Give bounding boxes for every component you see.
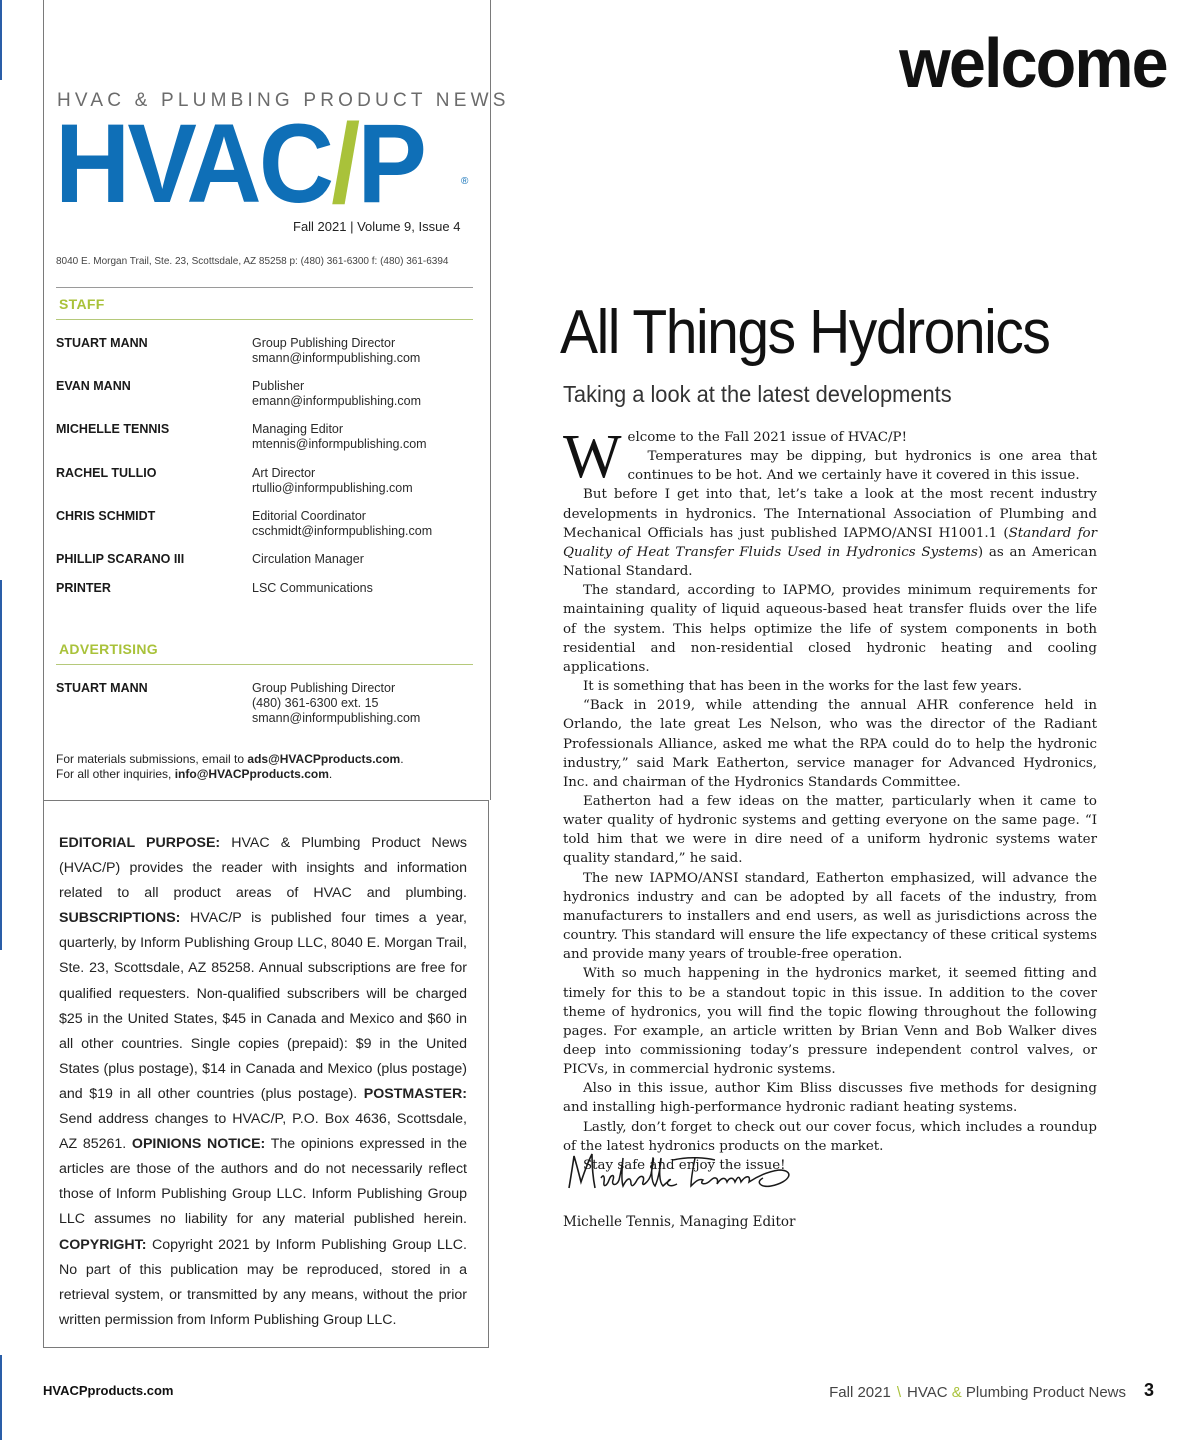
role-email: mtennis@informpublishing.com: [252, 437, 427, 451]
staff-name: MICHELLE TENNIS: [56, 422, 170, 436]
info-email-link[interactable]: info@HVACPproducts.com: [174, 767, 329, 781]
role-email: smann@informpublishing.com: [252, 711, 421, 725]
purpose-body: HVAC & Plumbing Product News (HVAC/P) provides the reader with insights and information related to all product areas of HVAC and plumbing.: [59, 835, 468, 902]
section-title: welcome: [899, 24, 1167, 102]
paragraph: Temperatures may be dipping, but hydronics is one area that continues to be hot. And we certainly have it covered in this issue.: [627, 449, 1097, 484]
paragraph: “Back in 2019, while attending the annual AHR conference held in Orlando, the late great Les Nelson, who was the director of the Radiant Professionals Alliance, asked me what the RPA could do to help the hydronic industry,” said Mark Eatherton, service manager for Advanced Hydronics, Inc. and chairman of the Hydronics Standards Committee.: [563, 698, 1097, 790]
paragraph: Stay safe and enjoy the issue!: [583, 1157, 786, 1173]
role-title: Managing Editor: [252, 422, 344, 436]
advertising-heading: ADVERTISING: [59, 641, 158, 657]
left-edge-mark-top: [0, 0, 2, 80]
subscriptions-label: SUBSCRIPTIONS:: [59, 910, 181, 927]
left-edge-mark-bottom: [0, 1355, 2, 1440]
contact-text: .: [328, 767, 333, 781]
role-title: Editorial Coordinator: [252, 509, 366, 523]
footer-ampersand: &: [951, 1384, 962, 1401]
purpose-label: EDITORIAL PURPOSE:: [59, 835, 221, 851]
left-edge-mark-mid: [0, 580, 2, 950]
logo-left: HVAC: [55, 101, 332, 226]
opinions-label: OPINIONS NOTICE:: [131, 1136, 266, 1153]
paragraph: [563, 485, 1097, 581]
staff-role: [252, 422, 427, 452]
paragraph: Also in this issue, author Kim Bliss discusses five methods for designing and installing high-performance hydronic radiant heating systems.: [563, 1081, 1097, 1116]
role-title: Group Publishing Director: [252, 336, 396, 350]
staff-heading: STAFF: [59, 296, 105, 312]
contact-info: [56, 752, 404, 782]
article-title: All Things Hydronics: [560, 298, 1050, 367]
contact-text: For materials submissions, email to: [56, 752, 248, 766]
staff-name: EVAN MANN: [56, 379, 131, 393]
footer-pub-name: Plumbing Product News: [961, 1384, 1126, 1401]
advertising-name: STUART MANN: [56, 681, 148, 695]
role-email: smann@informpublishing.com: [252, 351, 421, 365]
editorial-purpose-text: [59, 831, 467, 1333]
paragraph: The new IAPMO/ANSI standard, Eatherton emphasized, will advance the hydronics industry and can be adopted by all facets of the industry, from manufacturers to installers and end users, as well as jurisdictions across the country. This standard will ensure the life expectancy of these critical systems and provide many years of trouble-free operation.: [563, 870, 1097, 963]
hvacp-logo: [55, 101, 425, 226]
copyright-body: Copyright 2021 by Inform Publishing Group LLC. No part of this publication may be reproduced, stored in a retrieval system, or transmitted by any means, without the prior written permission from Inform Publishing Group LLC.: [59, 1236, 467, 1328]
handwritten-signature: [565, 1148, 805, 1198]
copyright-label: COPYRIGHT:: [59, 1236, 147, 1253]
address-line: 8040 E. Morgan Trail, Ste. 23, Scottsdale, AZ 85258 p: (480) 361-6300 f: (480) 361-6394: [56, 256, 449, 267]
paragraph: With so much happening in the hydronics market, it seemed fitting and timely for this to be a standout topic in this issue. In addition to the cover theme of hydronics, you will find the topic flowing throughout the following pages. For example, an article written by Brian Venn and Bob Walker dives deep into commissioning today’s pressure independent control valves, or PICVs, in commercial hydronic systems.: [563, 966, 1097, 1078]
article-body: [563, 423, 1098, 1175]
staff-role: [252, 336, 420, 366]
role-title: LSC Communications: [252, 581, 373, 595]
staff-name: PRINTER: [56, 581, 111, 595]
role-title: Group Publishing Director: [252, 681, 396, 695]
paragraph-text: But before I get into that, let’s take a look at the most recent industry developments in hydronics. The International Association of Plumbing and Mechanical Officials has just published IAPMO/ANSI H1001.1 (: [563, 487, 1097, 541]
masthead-column: [43, 0, 510, 800]
staff-name: RACHEL TULLIO: [56, 466, 157, 480]
article-subtitle: Taking a look at the latest developments: [563, 381, 952, 407]
staff-role: [252, 379, 421, 409]
registered-mark: ®: [461, 176, 469, 187]
footer-season: Fall 2021: [829, 1384, 891, 1401]
paragraph: Lastly, don’t forget to check out our cover focus, which includes a roundup of the latest hydronics products on the market.: [563, 1119, 1097, 1154]
staff-role: [252, 581, 373, 596]
paragraph: It is something that has been in the works for the last few years.: [583, 679, 1023, 695]
divider: [56, 664, 473, 665]
logo-slash: /: [331, 101, 358, 226]
subscriptions-body: HVAC/P is published four times a year, quarterly, by Inform Publishing Group LLC, 8040 E. Morgan Trail, Ste. 23, Scottsdale, AZ 85258. Annual subscriptions are free for qualified requesters. Non-qualified subscribers will be charged $25 in the United States, $45 in Canada and Mexico and $60 in all other countries. Single copies (prepaid): $9 in the United States (plus postage), $14 in Canada and Mexico (plus postage) and $19 in all other countries (plus postage).: [59, 910, 467, 1102]
staff-name: PHILLIP SCARANO III: [56, 552, 185, 566]
postmaster-body: Send address changes to HVAC/P, P.O. Box 4636, Scottsdale, AZ 85261.: [59, 1111, 467, 1153]
role-title: Circulation Manager: [252, 552, 364, 566]
contact-text: .: [400, 752, 404, 766]
staff-role: [252, 509, 432, 539]
role-email: cschmidt@informpublishing.com: [252, 524, 433, 538]
issue-line: Fall 2021 | Volume 9, Issue 4: [293, 219, 461, 234]
page-number: 3: [1143, 1380, 1154, 1400]
staff-role: [252, 552, 364, 567]
role-email: emann@informpublishing.com: [252, 394, 422, 408]
paragraph: Eatherton had a few ideas on the matter, particularly when it came to water quality of hydronic systems and getting everyone on the same page. “I told him that we were in dire need of a uniform hydronic systems water quality standard,” he said.: [563, 793, 1097, 867]
role-title: Publisher: [252, 379, 305, 393]
paragraph: The standard, according to IAPMO, provides minimum requirements for maintaining quality of liquid aqueous-based heat transfer fluids over the life of the system. This helps optimize the life of system components in both residential and non-residential closed hydronic heating and cooling applications.: [563, 583, 1097, 675]
standard-title: Standard for Quality of Heat Transfer Fluids Used in Hydronics Systems: [563, 525, 1098, 560]
divider: [56, 319, 473, 320]
advertising-role: [252, 681, 420, 726]
footer-pub-name: HVAC: [907, 1384, 952, 1401]
editorial-purpose-box: [43, 800, 489, 1348]
divider: [56, 287, 473, 288]
postmaster-label: POSTMASTER:: [363, 1085, 467, 1102]
drop-cap: W: [563, 423, 622, 491]
staff-role: [252, 466, 413, 496]
footer-separator: \: [896, 1384, 901, 1401]
signature-caption: Michelle Tennis, Managing Editor: [563, 1214, 796, 1230]
paragraph-text: ) as an American National Standard.: [563, 544, 1097, 580]
contact-text: For all other inquiries,: [56, 767, 175, 781]
ads-email-link[interactable]: ads@HVACPproducts.com: [247, 752, 401, 766]
footer-issue-line: [829, 1384, 1126, 1401]
staff-name: STUART MANN: [56, 336, 148, 350]
role-email: rtullio@informpublishing.com: [252, 481, 413, 495]
paragraph-text: elcome to the Fall 2021 issue of HVAC/P!: [627, 430, 907, 445]
opinions-body: The opinions expressed in the articles are those of the authors and do not necessarily reflect those of Inform Publishing Group LLC. Inform Publishing Group LLC assumes no liability for any material published herein.: [59, 1136, 467, 1228]
role-phone: (480) 361-6300 ext. 15: [252, 696, 379, 710]
footer-website-link[interactable]: HVACPproducts.com: [43, 1383, 174, 1398]
staff-name: CHRIS SCHMIDT: [56, 509, 156, 523]
brand-line: HVAC & PLUMBING PRODUCT NEWS: [57, 90, 510, 111]
role-title: Art Director: [252, 466, 316, 480]
logo-right: P: [357, 101, 425, 226]
